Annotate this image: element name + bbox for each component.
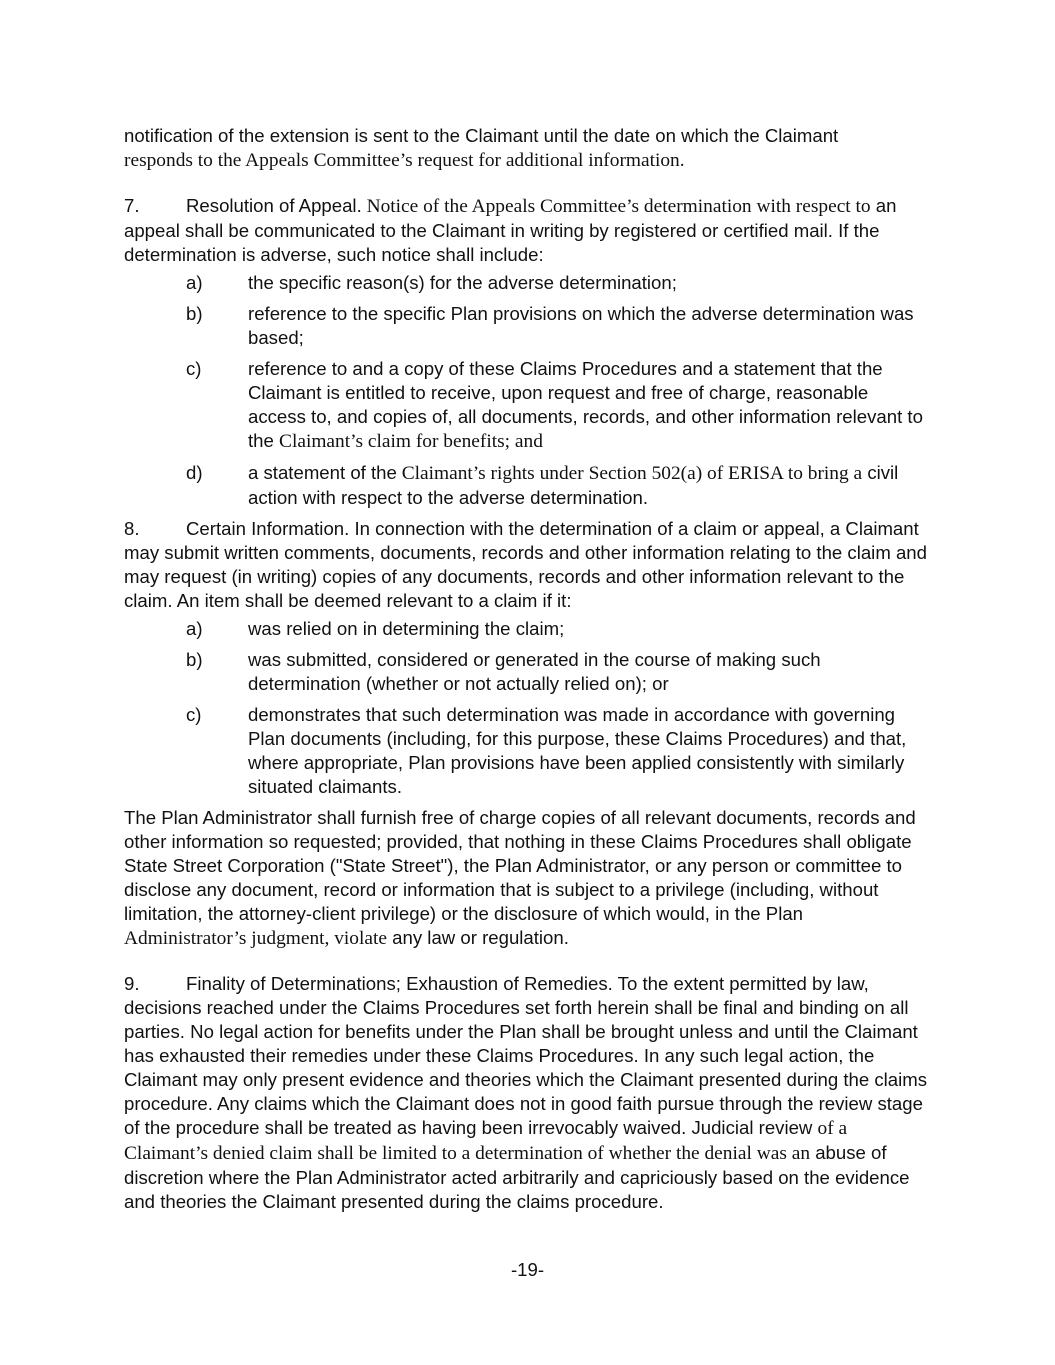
section-8-list: [124, 617, 930, 799]
list-item: [124, 617, 930, 641]
section-7-number: 7.: [124, 195, 140, 216]
section-9-heading: Finality of Determinations; Exhaustion of Remedies.: [186, 973, 613, 994]
section-8: [124, 517, 930, 951]
list-item-text-lead: a statement of the: [248, 462, 397, 483]
list-item-label: d): [186, 462, 203, 483]
list-item: [124, 357, 930, 454]
section-7-intro-rest: an appeal shall be communicated to the Claimant in writing by registered or certified mail. If the determination is adverse, such notice shall include:: [124, 195, 897, 265]
section-9: [124, 972, 930, 1214]
list-item-label: a): [186, 272, 203, 293]
section-8-intro: [124, 517, 930, 613]
carryover-line-sans: notification of the extension is sent to the Claimant until the date on which the Claimant: [124, 125, 839, 146]
list-item-label: b): [186, 649, 203, 670]
list-item-text: [248, 461, 930, 510]
list-item-text-sans: reference to and a copy of these Claims Procedures and a statement that the Claimant is entitled to receive, upon request and free of charge, reasonable access to, and copies of, all documents, records, and other information relevant to the: [248, 358, 923, 451]
section-7-intro-serif: Notice of the Appeals Committee’s determination with respect to: [361, 196, 871, 217]
carryover-line-serif: responds to the Appeals Committee’s request for additional information.: [124, 150, 685, 171]
list-item: [124, 302, 930, 350]
section-8-closing: [124, 806, 930, 951]
page-number: -19-: [510, 1259, 545, 1280]
section-9-body-serif: of a Claimant’s denied claim shall be limited to a determination of whether the denial was an: [124, 1118, 848, 1164]
list-item-text: was relied on in determining the claim;: [248, 618, 565, 639]
list-item-label: a): [186, 618, 203, 639]
list-item-text: reference to the specific Plan provisions on which the adverse determination was based;: [248, 303, 914, 348]
section-8-heading: Certain Information.: [186, 518, 350, 539]
section-7-intro: [124, 194, 930, 267]
section-7-list: [124, 271, 930, 510]
section-9-body-text: To the extent permitted by law, decisions reached under the Claims Procedures set forth herein shall be final and binding on all parties. No legal action for benefits under the Plan shall be brought unless and until the Claimant has exhausted their remedies under these Claims Procedures. In any such legal action, the Claimant may only present evidence and theories which the Claimant presented during the claims procedure. Any claims which the Claimant does not in good faith pursue through the review stage of the procedure shall be treated as having been irrevocably waived. Judicial review: [124, 973, 928, 1138]
section-9-number: 9.: [124, 973, 140, 994]
list-item-text: was submitted, considered or generated in the course of making such determination (whether or not actually relied on); or: [248, 649, 821, 694]
list-item-text: the specific reason(s) for the adverse determination;: [248, 272, 677, 293]
list-item-label: b): [186, 303, 203, 324]
list-item-label: c): [186, 358, 202, 379]
list-item-label: c): [186, 704, 202, 725]
list-item: [124, 648, 930, 696]
list-item-text-serif: Claimant’s rights under Section 502(a) of ERISA to bring a: [396, 463, 863, 484]
section-8-closing-serif: Administrator’s judgment, violate: [124, 928, 387, 949]
section-9-body: [124, 972, 930, 1214]
carryover-paragraph: [124, 124, 930, 173]
section-7: [124, 194, 930, 510]
section-7-heading: Resolution of Appeal.: [186, 195, 362, 216]
document-page: [124, 124, 930, 1214]
section-8-closing-text: The Plan Administrator shall furnish free of charge copies of all relevant documents, records and other information so requested; provided, that nothing in these Claims Procedures shall obligate State Street Corporation ("State Street"), the Plan Administrator, or any person or committee to disclose any document, record or information that is subject to a privilege (including, without limitation, the attorney-client privilege) or the disclosure of which would, in the Plan: [124, 807, 916, 924]
list-item-text: demonstrates that such determination was made in accordance with governing Plan documents (including, for this purpose, these Claims Procedures) and that, where appropriate, Plan provisions have been applied consistently with similarly situated claimants.: [248, 704, 907, 797]
list-item-text-serif: Claimant’s claim for benefits; and: [279, 431, 543, 452]
section-8-closing-end: any law or regulation.: [387, 927, 569, 948]
section-8-intro-text: In connection with the determination of a claim or appeal, a Claimant may submit written comments, documents, records and other information relating to the claim and may request (in writing) copies of any documents, records and other information relevant to the claim. An item shall be deemed relevant to a claim if it:: [124, 518, 927, 611]
list-item-text-rest: civil action with respect to the adverse determination.: [248, 462, 899, 508]
list-item: [124, 271, 930, 295]
list-item-text: [248, 357, 930, 454]
list-item: [124, 703, 930, 799]
section-9-body-end: abuse of discretion where the Plan Administrator acted arbitrarily and capriciously based on the evidence and theories the Claimant presented during the claims procedure.: [124, 1142, 910, 1212]
section-8-number: 8.: [124, 518, 140, 539]
list-item: [124, 461, 930, 510]
